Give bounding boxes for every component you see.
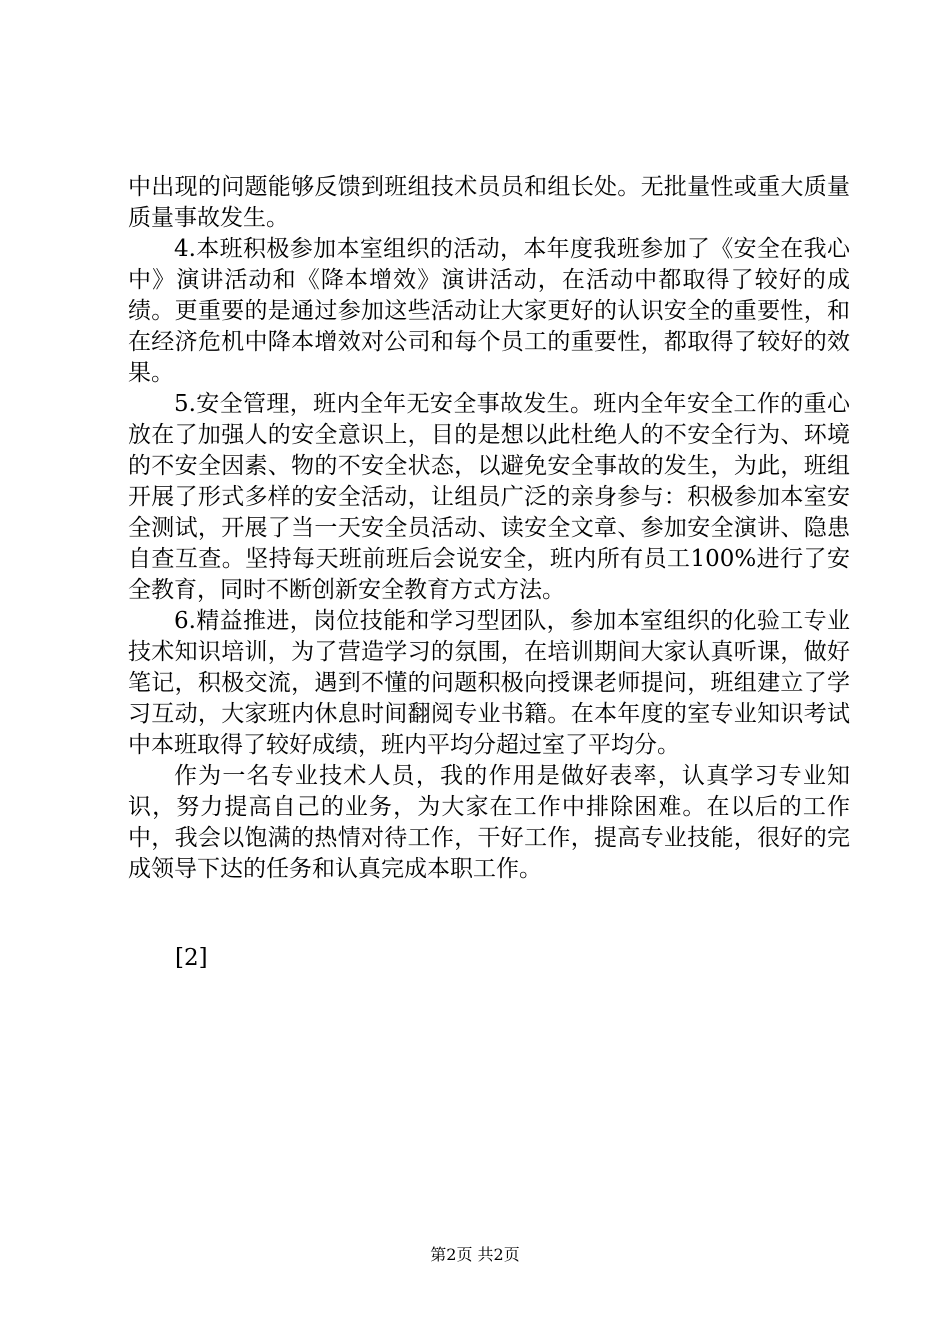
paragraph-5: 作为一名专业技术人员，我的作用是做好表率，认真学习专业知识，努力提高自己的业务，为大家在工作中排除困难。在以后的工作中，我会以饱满的热情对待工作，干好工作，提高专业技能，很好的完成领导下达的任务和认真完成本职工作。 [128,763,850,882]
page-footer: 第2页 共2页 [430,1245,520,1264]
document-body [128,172,850,885]
paragraph-4: 6.精益推进，岗位技能和学习型团队，参加本室组织的化验工专业技术知识培训，为了营造学习的氛围，在培训期间大家认真听课，做好笔记，积极交流，遇到不懂的问题积极向授课老师提问，班组建立了学习互动，大家班内休息时间翻阅专业书籍。在本年度的室专业知识考试中本班取得了较好成绩，班内平均分超过室了平均分。 [128,608,850,758]
paragraph-2: 4.本班积极参加本室组织的活动，本年度我班参加了《安全在我心中》演讲活动和《降本增效》演讲活动，在活动中都取得了较好的成绩。更重要的是通过参加这些活动让大家更好的认识安全的重要性，和在经济危机中降本增效对公司和每个员工的重要性，都取得了较好的效果。 [128,236,850,386]
reference-marker: [2] [175,945,208,971]
paragraph-1: 中出现的问题能够反馈到班组技术员员和组长处。无批量性或重大质量质量事故发生。 [128,174,850,231]
paragraph-3: 5.安全管理，班内全年无安全事故发生。班内全年安全工作的重心放在了加强人的安全意识上，目的是想以此杜绝人的不安全行为、环境的不安全因素、物的不安全状态，以避免安全事故的发生，为此，班组开展了形式多样的安全活动，让组员广泛的亲身参与：积极参加本室安全测试，开展了当一天安全员活动、读安全文章、参加安全演讲、隐患自查互查。坚持每天班前班后会说安全，班内所有员工100%进行了安全教育，同时不断创新安全教育方式方法。 [128,391,850,603]
